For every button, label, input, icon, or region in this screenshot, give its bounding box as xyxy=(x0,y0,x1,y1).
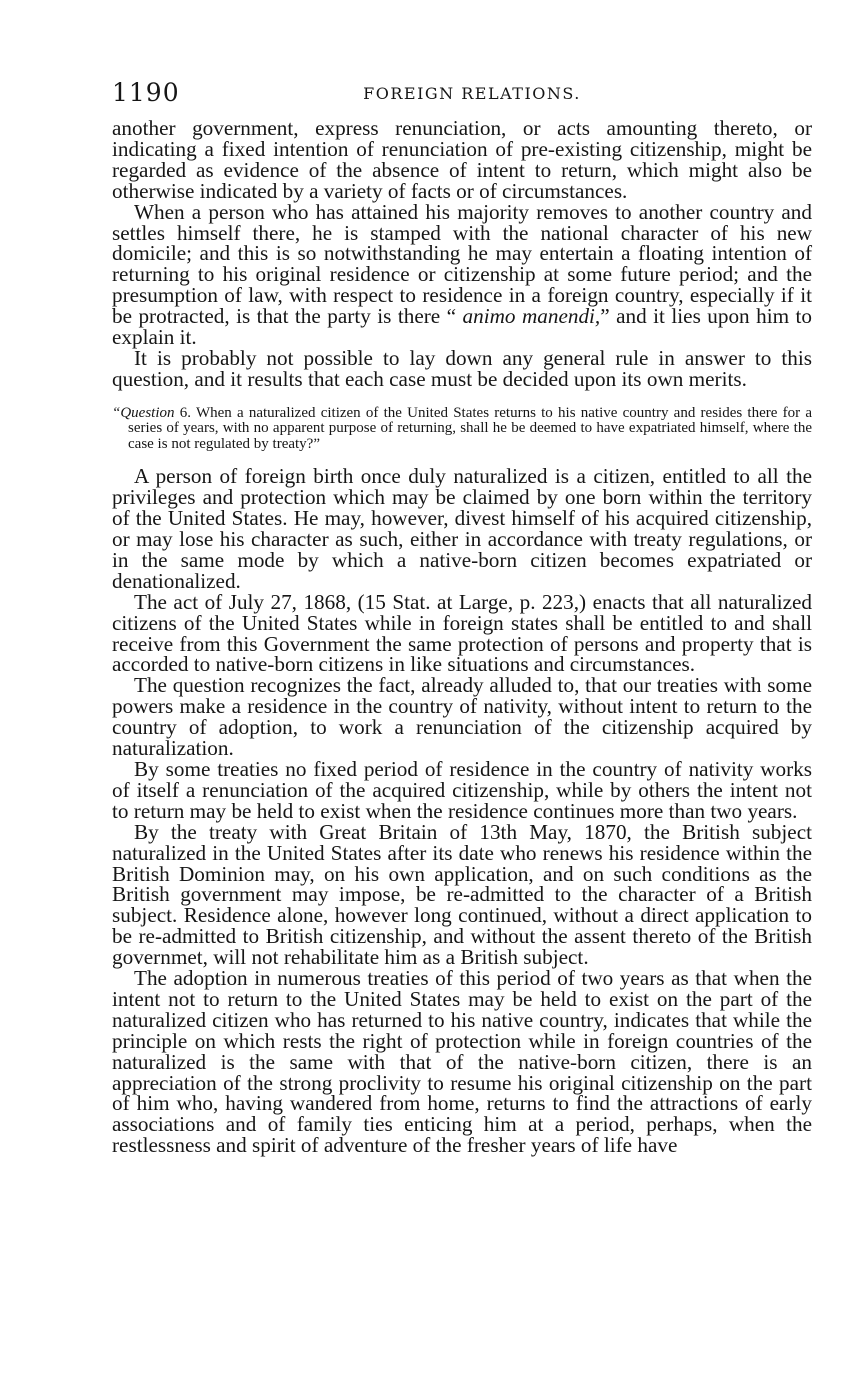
paragraph-act-1868: The act of July 27, 1868, (15 Stat. at Large, p. 223,) enacts that all naturalized citizens of the United States while in foreign states shall be entitled to and shall receive from this Government the same protection of persons and property that is accorded to native-born citizens in like situations and circumstances. xyxy=(112,589,812,677)
document-page xyxy=(112,78,812,1156)
paragraph-treaties: The question recognizes the fact, already alluded to, that our treaties with some powers make a residence in the country of nativity, without intent to return to the country of adoption, to work a renunciation of the citizenship acquired by naturalization. xyxy=(112,673,812,761)
latin-phrase: animo manendi, xyxy=(462,304,601,329)
page-number: 1190 xyxy=(112,78,180,107)
paragraph-naturalized: A person of foreign birth once duly naturalized is a citizen, entitled to all the privileges and protection which may be claimed by one born within the territory of the United States. He may, however, divest himself of his acquired citizenship, or may lose his character as such, either in accordance with treaty regulations, or in the same mode by which a native-born citizen becomes expatriated or denationalized. xyxy=(112,464,812,593)
paragraph-domicile xyxy=(112,199,813,350)
question-label: “Question xyxy=(112,404,175,421)
question-text: 6. When a naturalized citizen of the United States returns to his native country and resides there for a series of years, with no apparent purpose of returning, shall he be deemed to have expatriated himself, where the case is not regulated by treaty?” xyxy=(128,404,812,452)
running-head: FOREIGN RELATIONS. xyxy=(363,84,581,103)
paragraph-fixed-period: By some treaties no fixed period of residence in the country of nativity works of itself a renunciation of the acquired citizenship, while by others the intent not to return may be held to exist when the residence continues more than two years. xyxy=(112,756,812,823)
paragraph-two-years: The adoption in numerous treaties of this period of two years as that when the intent not to return to the United States may be held to exist on the part of the naturalized citizen who has returned to his native country, indicates that while the principle on which rests the right of protection while in foreign countries of the naturalized is the same with that of the native-born citizen, there is an appreciation of the strong proclivity to resume his original citizenship on the part of him who, having wandered from home, returns to find the attractions of early associations and of family ties enticing him at a period, perhaps, when the restlessness and spirit of adventure of the fresher years of life have xyxy=(112,966,812,1158)
document-body xyxy=(112,118,812,1156)
page-header xyxy=(112,78,812,118)
paragraph-domicile-text: When a person who has attained his majority removes to another country and settles himself there, he is stamped with the national character of his new domicile; and this is so notwithstanding he may entertain a floating intention of returning to his original residence or citizenship at some future period; and the presumption of law, with respect to residence in a foreign country, especially if it be protracted, is that the party is there “ xyxy=(112,199,812,329)
paragraph-great-britain: By the treaty with Great Britain of 13th May, 1870, the British subject naturalized in the United States after its date who renews his residence within the British Dominion may, on his own application, and on such conditions as the British government may impose, be re-admitted to the character of a British subject. Residence alone, however long continued, without a direct application to be re-admitted to British citizenship, and without the assent thereto of the British governmet, will not rehabilitate him as a British subject. xyxy=(112,819,812,970)
paragraph-general-rule: It is probably not possible to lay down any general rule in answer to this question, and it results that each case must be decided upon its own merits. xyxy=(112,345,812,391)
paragraph-continuation: another government, express renunciation, or acts amounting thereto, or indicating a fixed intention of renunciation of pre-existing citizenship, might be regarded as evidence of the absence of intent to return, which might also be otherwise indicated by a variety of facts or of circumstances. xyxy=(112,116,812,203)
question-block xyxy=(112,406,812,453)
paragraph-domicile-end: ” and it lies upon him to explain it. xyxy=(112,304,813,350)
